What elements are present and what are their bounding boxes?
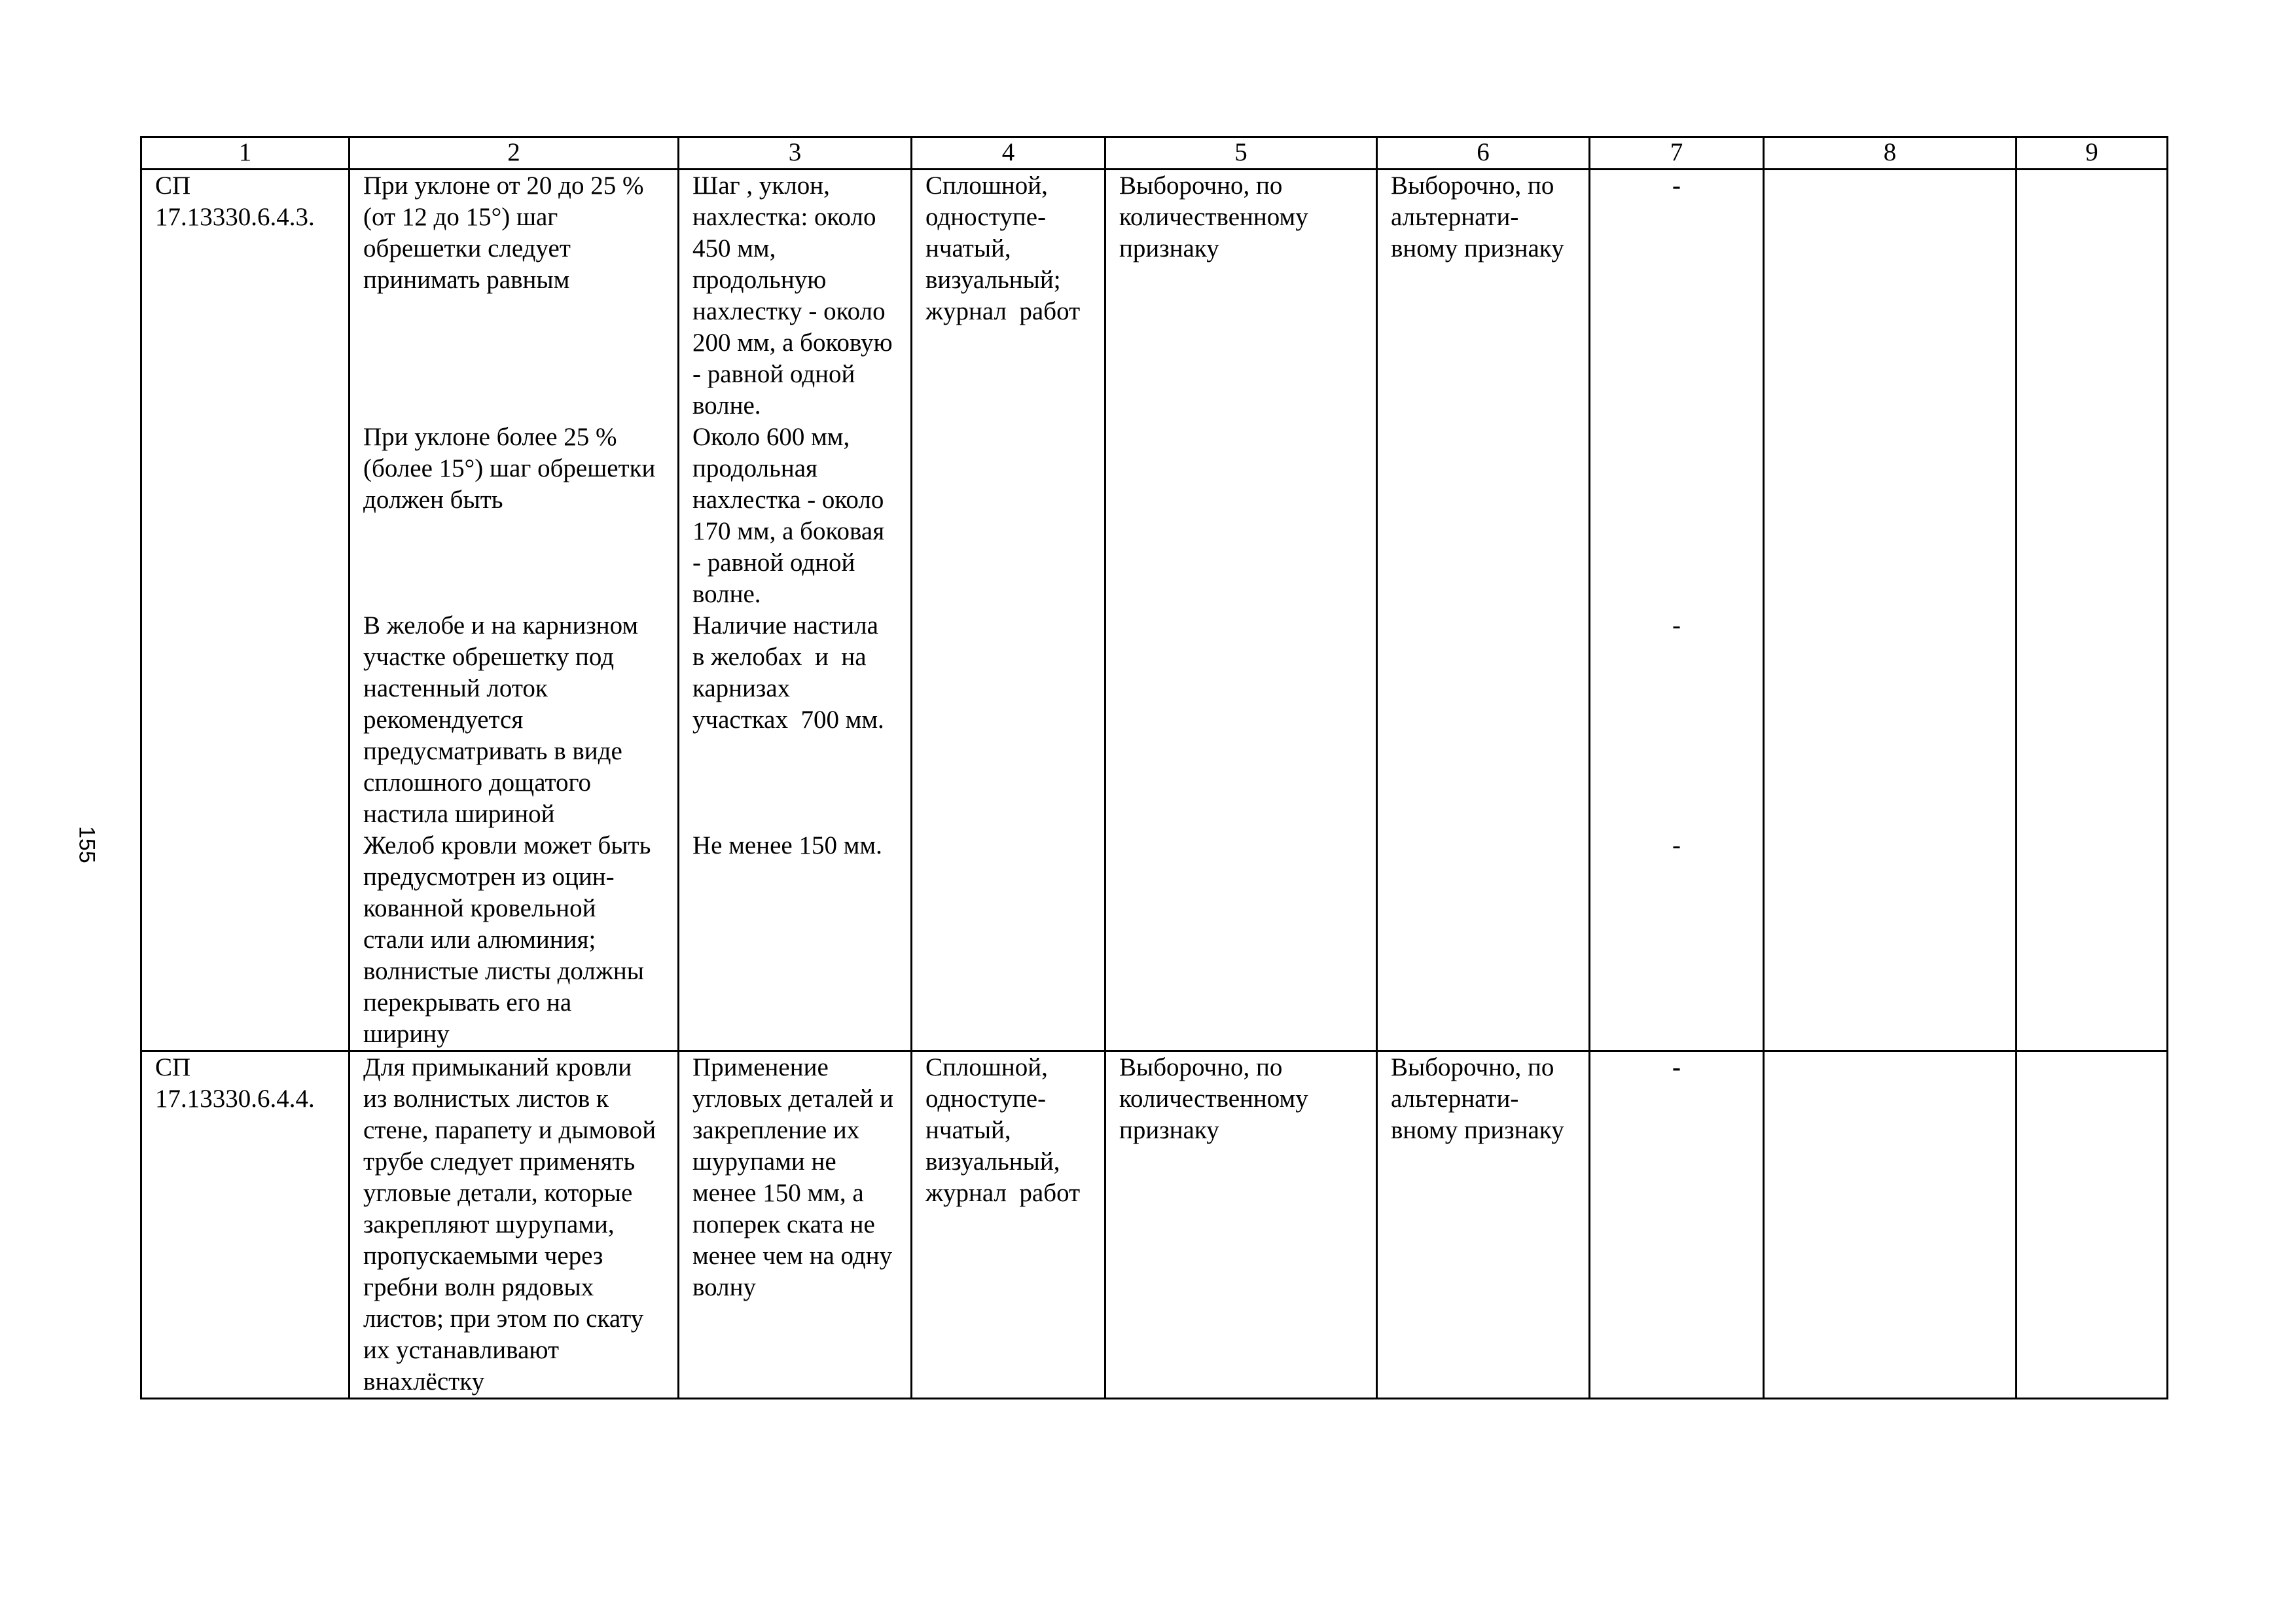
header-cell-4: 4 xyxy=(912,137,1105,170)
cell-text-line: Шаг , уклон, xyxy=(692,171,830,200)
value-cell xyxy=(679,1051,912,1399)
cell-text-line: альтернати- xyxy=(1391,1085,1519,1113)
evaluation-cell xyxy=(1377,170,1590,1051)
cell-text-line: из волнистых листов к xyxy=(363,1085,609,1113)
cell-text-line: волне. xyxy=(692,391,761,420)
cell-text-line: угловые детали, которые xyxy=(363,1179,633,1207)
cell-text-line: пропускаемыми через xyxy=(363,1242,603,1270)
cell-text-line: шурупами не xyxy=(692,1147,836,1176)
cell-text-line: должен быть xyxy=(363,486,503,514)
cell-text-line: количественному xyxy=(1119,1085,1308,1113)
cell-text-line: Сплошной, xyxy=(925,171,1048,200)
cell-text-line: карнизах xyxy=(692,674,791,702)
cell-text-line: вному признаку xyxy=(1391,1116,1564,1144)
cell-text-line: менее чем на одну xyxy=(692,1242,893,1270)
cell-text-line: обрешетки следует xyxy=(363,234,571,262)
cell-subsection xyxy=(692,610,910,830)
cell-text-line: предусматривать в виде xyxy=(363,737,622,765)
header-cell-7: 7 xyxy=(1590,137,1764,170)
cell-text-line: нчатый, xyxy=(925,234,1011,262)
header-row xyxy=(141,137,2168,170)
cell-text-line: признаку xyxy=(1119,1116,1219,1144)
cell-text-line: продольную xyxy=(692,266,827,294)
control-type-cell xyxy=(912,170,1105,1051)
cell-text-line: поперек ската не xyxy=(692,1210,875,1238)
requirement-cell xyxy=(350,1051,679,1399)
cell-text-line: в желобах и на xyxy=(692,643,867,671)
cell-text-line: их устанавливают xyxy=(363,1336,560,1364)
cell-text-line: (от 12 до 15°) шаг xyxy=(363,203,558,231)
cell-text-line: волнистые листы должны xyxy=(363,957,644,985)
cell-text-line: одноступе- xyxy=(925,1085,1047,1113)
header-cell-8: 8 xyxy=(1764,137,2017,170)
cell-text-line: Не менее 150 мм. xyxy=(692,831,882,859)
column-9-cell xyxy=(2017,170,2168,1051)
cell-text-line: 450 мм, xyxy=(692,234,776,262)
cell-text-line: настенный лоток xyxy=(363,674,548,702)
column-8-cell xyxy=(1764,170,2017,1051)
cell-text-line: менее 150 мм, а xyxy=(692,1179,864,1207)
cell-text-line: вному признаку xyxy=(1391,234,1564,262)
cell-text-line: трубе следует применять xyxy=(363,1147,636,1176)
cell-subsection xyxy=(692,830,910,1050)
cell-text-line: предусмотрен из оцин- xyxy=(363,863,615,891)
cell-subsection xyxy=(692,170,910,422)
cell-text-line: стене, парапету и дымовой xyxy=(363,1116,656,1144)
evaluation-cell xyxy=(1377,1051,1590,1399)
cell-text-line: угловых деталей и xyxy=(692,1085,893,1113)
cell-text-line: признаку xyxy=(1119,234,1219,262)
table-row xyxy=(141,170,2168,1051)
cell-text-line: Применение xyxy=(692,1053,829,1081)
dash-mark: - xyxy=(1672,1053,1681,1081)
header-cell-9: 9 xyxy=(2017,137,2168,170)
cell-text-line: визуальный; xyxy=(925,266,1061,294)
column-9-cell xyxy=(2017,1051,2168,1399)
value-cell xyxy=(679,170,912,1051)
cell-text-line: перекрывать его на xyxy=(363,988,572,1017)
cell-text-line: ширину xyxy=(363,1020,450,1048)
cell-text-line: участке обрешетку под xyxy=(363,643,615,671)
cell-text-line: закрепление их xyxy=(692,1116,860,1144)
cell-text-line: В желобе и на карнизном xyxy=(363,611,639,640)
cell-text-line: волне. xyxy=(692,580,761,608)
column-7-cell xyxy=(1590,1051,1764,1399)
cell-text-line: (более 15°) шаг обрешетки xyxy=(363,454,656,482)
cell-text-line: нахлестка: около xyxy=(692,203,876,231)
cell-subsection xyxy=(692,1052,910,1398)
cell-text-line: стали или алюминия; xyxy=(363,926,596,954)
cell-text-line: альтернати- xyxy=(1391,203,1519,231)
cell-text-line: нахлестка - около xyxy=(692,486,884,514)
cell-subsection xyxy=(363,830,677,1050)
cell-text-line: Желоб кровли может быть xyxy=(363,831,651,859)
cell-text-line: кованной кровельной xyxy=(363,894,596,922)
code-cell xyxy=(141,1051,350,1399)
cell-text-line: 17.13330.6.4.4. xyxy=(155,1085,315,1113)
cell-text-line: рекомендуется xyxy=(363,706,524,734)
cell-text-line: участках 700 мм. xyxy=(692,706,884,734)
header-cell-1: 1 xyxy=(141,137,350,170)
table-row xyxy=(141,1051,2168,1399)
cell-text-line: листов; при этом по скату xyxy=(363,1305,644,1333)
cell-text-line: Выборочно, по xyxy=(1391,171,1554,200)
cell-text-line: нахлестку - около xyxy=(692,297,886,325)
dash-mark xyxy=(1590,422,1763,610)
cell-text-line: одноступе- xyxy=(925,203,1047,231)
cell-text-line: 200 мм, а боковую xyxy=(692,329,893,357)
dash-mark: - xyxy=(1672,831,1681,859)
header-cell-6: 6 xyxy=(1377,137,1590,170)
requirement-cell xyxy=(350,170,679,1051)
cell-text-line: Сплошной, xyxy=(925,1053,1048,1081)
inspection-table xyxy=(140,136,2168,1399)
cell-text-line: СП xyxy=(155,1053,191,1081)
cell-text-line: нчатый, xyxy=(925,1116,1011,1144)
sampling-cell xyxy=(1105,1051,1377,1399)
cell-text-line: продольная xyxy=(692,454,817,482)
dash-mark: - xyxy=(1672,171,1681,200)
cell-text-line: закрепляют шурупами, xyxy=(363,1210,615,1238)
code-cell xyxy=(141,170,350,1051)
cell-text-line: журнал работ xyxy=(925,1179,1081,1207)
cell-text-line: - равной одной xyxy=(692,360,855,388)
sampling-cell xyxy=(1105,170,1377,1051)
cell-text-line: количественному xyxy=(1119,203,1308,231)
cell-text-line: Около 600 мм, xyxy=(692,423,850,451)
cell-text-line: Для примыканий кровли xyxy=(363,1053,632,1081)
cell-text-line: - равной одной xyxy=(692,549,855,577)
cell-text-line: Наличие настила xyxy=(692,611,878,640)
cell-text-line: При уклоне от 20 до 25 % xyxy=(363,171,644,200)
cell-text-line: журнал работ xyxy=(925,297,1081,325)
cell-text-line: визуальный, xyxy=(925,1147,1060,1176)
column-7-cell xyxy=(1590,170,1764,1051)
cell-text-line: Выборочно, по xyxy=(1119,171,1283,200)
cell-text-line: Выборочно, по xyxy=(1391,1053,1554,1081)
cell-text-line: сплошного дощатого xyxy=(363,768,592,797)
header-cell-3: 3 xyxy=(679,137,912,170)
cell-subsection xyxy=(363,610,677,830)
cell-text-line: настила шириной xyxy=(363,800,555,828)
header-cell-5: 5 xyxy=(1105,137,1377,170)
header-cell-2: 2 xyxy=(350,137,679,170)
cell-text-line: СП xyxy=(155,171,191,200)
cell-text-line: волну xyxy=(692,1273,756,1301)
cell-subsection xyxy=(363,170,677,422)
cell-subsection xyxy=(363,422,677,610)
cell-text-line: 170 мм, а боковая xyxy=(692,517,885,545)
column-8-cell xyxy=(1764,1051,2017,1399)
cell-text-line: 17.13330.6.4.3. xyxy=(155,203,315,231)
cell-text-line: принимать равным xyxy=(363,266,570,294)
cell-subsection xyxy=(692,422,910,610)
cell-subsection xyxy=(363,1052,677,1398)
cell-text-line: внахлёстку xyxy=(363,1367,485,1396)
cell-text-line: гребни волн рядовых xyxy=(363,1273,594,1301)
control-type-cell xyxy=(912,1051,1105,1399)
cell-text-line: При уклоне более 25 % xyxy=(363,423,617,451)
dash-mark: - xyxy=(1672,611,1681,640)
cell-text-line: Выборочно, по xyxy=(1119,1053,1283,1081)
